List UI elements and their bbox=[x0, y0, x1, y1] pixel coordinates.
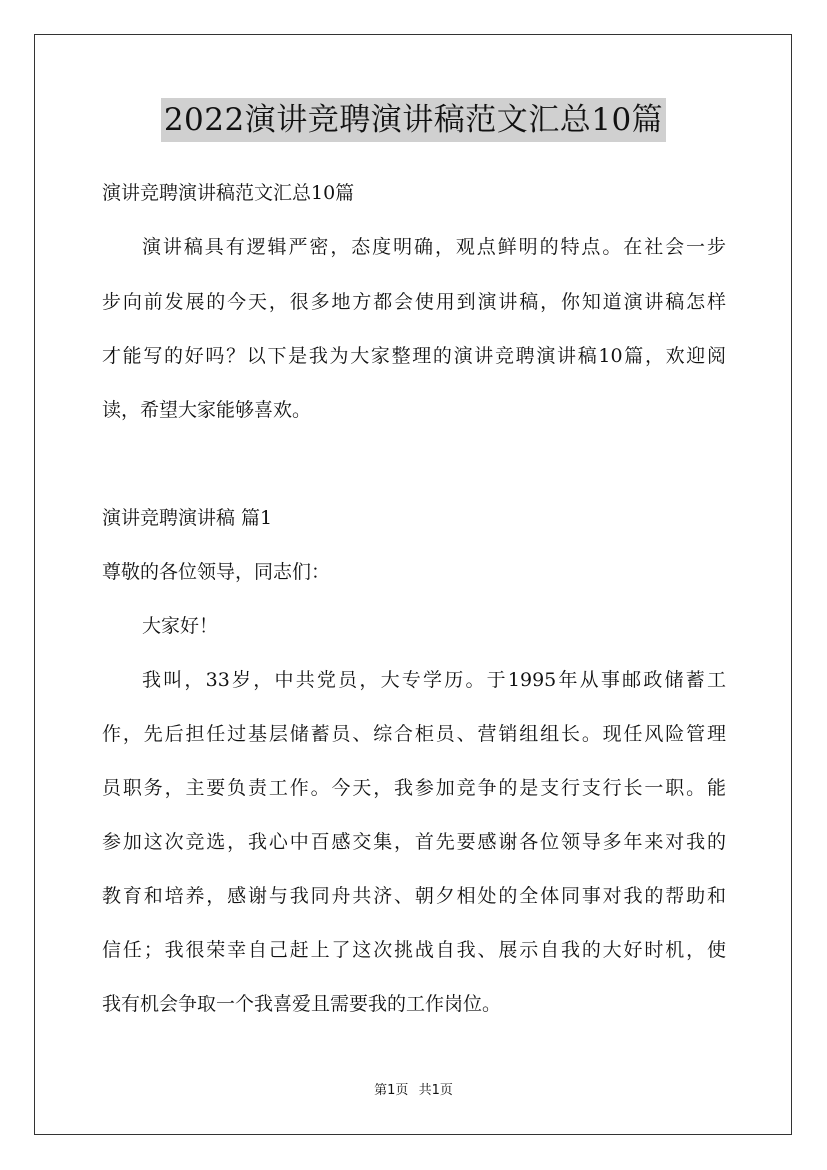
title-wrap bbox=[0, 98, 827, 142]
body-line: 我叫，33岁，中共党员，大专学历。于1995年从事邮政储蓄工 bbox=[142, 669, 726, 691]
body-line: 作，先后担任过基层储蓄员、综合柜员、营销组组长。现任风险管理 bbox=[102, 723, 726, 745]
page-footer bbox=[0, 1082, 827, 1100]
salutation: 尊敬的各位领导，同志们： bbox=[102, 561, 331, 583]
intro-line: 演讲稿具有逻辑严密，态度明确，观点鲜明的特点。在社会一步 bbox=[142, 236, 726, 258]
body-line: 我有机会争取一个我喜爱且需要我的工作岗位。 bbox=[102, 993, 502, 1015]
document-subtitle: 演讲竞聘演讲稿范文汇总10篇 bbox=[102, 182, 355, 204]
intro-line: 读，希望大家能够喜欢。 bbox=[102, 399, 312, 421]
intro-line: 才能写的好吗？以下是我为大家整理的演讲竞聘演讲稿10篇，欢迎阅 bbox=[102, 345, 726, 367]
greeting: 大家好！ bbox=[142, 615, 219, 637]
body-line: 员职务，主要负责工作。今天，我参加竞争的是支行支行长一职。能 bbox=[102, 777, 726, 799]
page-total: 共1页 bbox=[418, 1083, 453, 1098]
section-heading: 演讲竞聘演讲稿 篇1 bbox=[102, 507, 273, 529]
body-line: 参加这次竞选，我心中百感交集，首先要感谢各位领导多年来对我的 bbox=[102, 831, 726, 853]
document-title: 2022演讲竞聘演讲稿范文汇总10篇 bbox=[161, 98, 666, 142]
body-line: 信任；我很荣幸自己赶上了这次挑战自我、展示自我的大好时机，使 bbox=[102, 939, 726, 961]
page-number: 第1页 bbox=[374, 1083, 409, 1098]
intro-line: 步向前发展的今天，很多地方都会使用到演讲稿，你知道演讲稿怎样 bbox=[102, 291, 726, 313]
body-line: 教育和培养，感谢与我同舟共济、朝夕相处的全体同事对我的帮助和 bbox=[102, 885, 726, 907]
